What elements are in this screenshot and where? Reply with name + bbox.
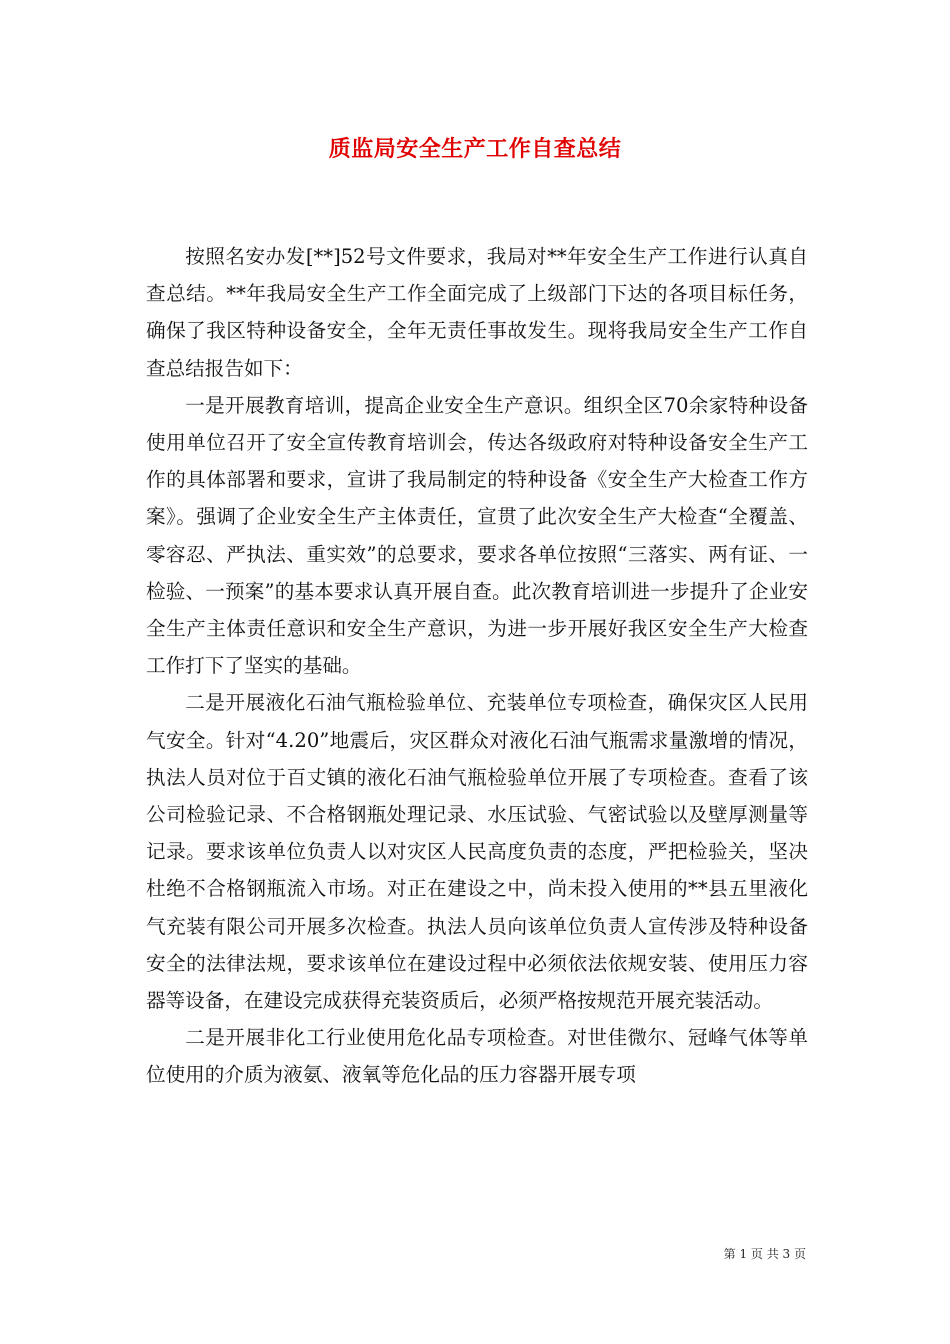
- paragraph-education-training: 一是开展教育培训，提高企业安全生产意识。组织全区70余家特种设备使用单位召开了安全宣传教育培训会，传达各级政府对特种设备安全生产工作的具体部署和要求，宣讲了我局制定的特种设备《安全生产大检查工作方案》。强调了企业安全生产主体责任，宣贯了此次安全生产大检查“全覆盖、零容忍、严执法、重实效”的总要求，要求各单位按照“三落实、两有证、一检验、一预案”的基本要求认真开展自查。此次教育培训进一步提升了企业安全生产主体责任意识和安全生产意识，为进一步开展好我区安全生产大检查工作打下了坚实的基础。: [146, 393, 808, 678]
- document-title: 质监局安全生产工作自查总结: [328, 137, 622, 162]
- document-body: [146, 238, 808, 1094]
- paragraph-hazardous-chemicals: 二是开展非化工行业使用危化品专项检查。对世佳微尔、冠峰气体等单位使用的介质为液氨、液氧等危化品的压力容器开展专项: [146, 1026, 808, 1087]
- paragraph-intro: 按照名安办发[**]52号文件要求，我局对**年安全生产工作进行认真自查总结。**年我局安全生产工作全面完成了上级部门下达的各项目标任务，确保了我区特种设备安全，全年无责任事故发生。现将我局安全生产工作自查总结报告如下：: [146, 245, 808, 380]
- paragraph-lpg-inspection: 二是开展液化石油气瓶检验单位、充装单位专项检查，确保灾区人民用气安全。针对“4.20”地震后，灾区群众对液化石油气瓶需求量激增的情况，执法人员对位于百丈镇的液化石油气瓶检验单位开展了专项检查。查看了该公司检验记录、不合格钢瓶处理记录、水压试验、气密试验以及壁厚测量等记录。要求该单位负责人以对灾区人民高度负责的态度，严把检验关，坚决杜绝不合格钢瓶流入市场。对正在建设之中，尚未投入使用的**县五里液化气充装有限公司开展多次检查。执法人员向该单位负责人宣传涉及特种设备安全的法律法规，要求该单位在建设过程中必须依法依规安装、使用压力容器等设备，在建设完成获得充装资质后，必须严格按规范开展充装活动。: [146, 691, 808, 1013]
- page-number: 第 1 页 共 3 页: [723, 1247, 806, 1261]
